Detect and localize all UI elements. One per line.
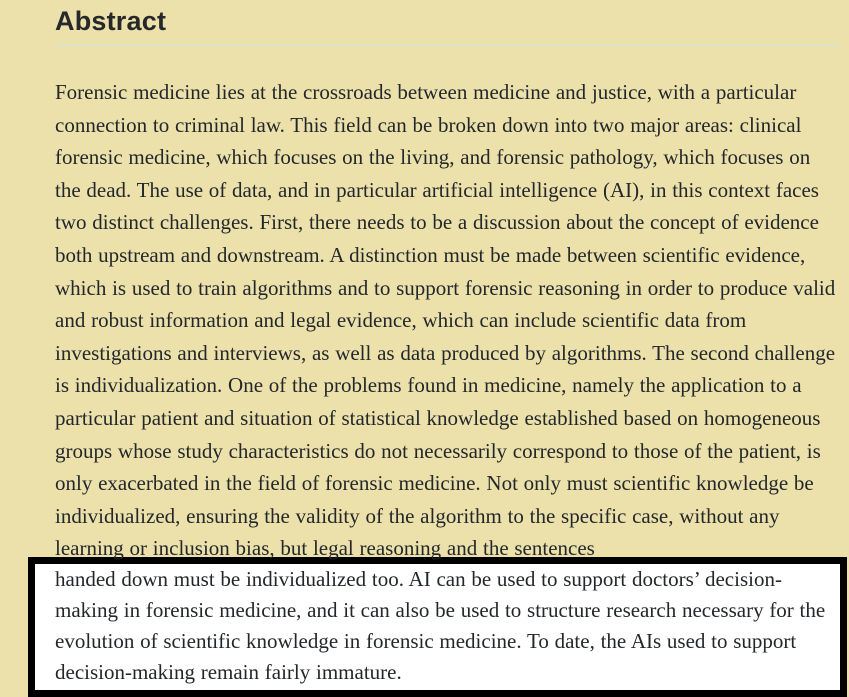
abstract-heading: Abstract	[55, 6, 167, 36]
section-divider	[55, 45, 840, 46]
highlighted-paragraph: handed down must be individualized too. AI can be used to support doctors’ decision-making in forensic medicine, and it can also be used to structure research necessary for the evolution of scientific knowledge in forensic medicine. To date, the AIs used to support decision-making remain fairly immature.	[55, 566, 826, 684]
abstract-paragraph: Forensic medicine lies at the crossroads between medicine and justice, with a particular connection to criminal law. This field can be broken down into two major areas: clinical forensic medicine, which focuses on the living, and forensic pathology, which focuses on the dead. The use of data, and in particular artificial intelligence (AI), in this context faces two distinct challenges. First, there needs to be a discussion about the concept of evidence both upstream and downstream. A distinction must be made between scientific evidence, which is used to train algorithms and to support forensic reasoning in order to produce valid and robust information and legal evidence, which can include scientific data from investigations and interviews, as well as data produced by algorithms. The second challenge is individualization. One of the problems found in medicine, namely the application to a particular patient and situation of statistical knowledge established based on homogeneous groups whose study characteristics do not necessarily correspond to those of the patient, is only exacerbated in the field of forensic medicine. Not only must scientific knowledge be individualized, ensuring the validity of the algorithm to the specific case, without any learning or inclusion bias, but legal reasoning and the sentences	[55, 80, 836, 561]
highlight-box	[28, 557, 847, 697]
